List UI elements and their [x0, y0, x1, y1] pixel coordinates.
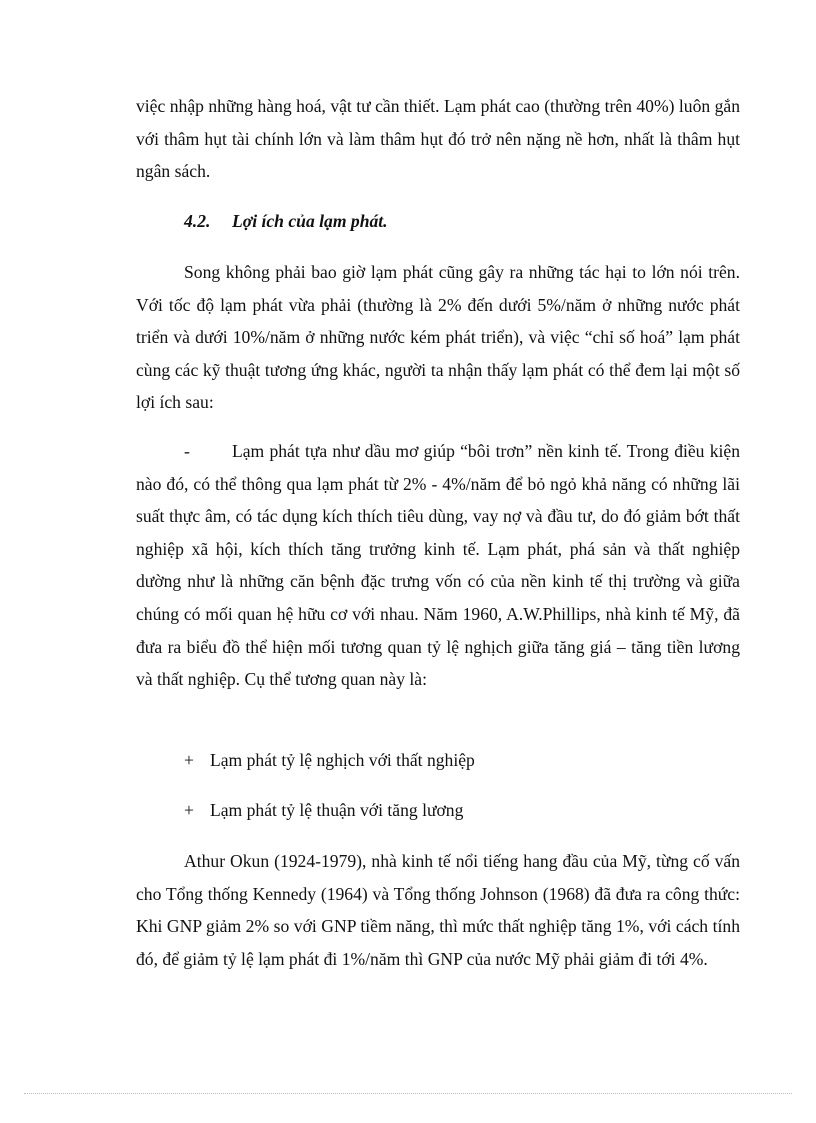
section-heading [184, 211, 388, 232]
dash-marker: - [184, 441, 190, 461]
paragraph-continuation: việc nhập những hàng hoá, vật tư cần thiết. Lạm phát cao (thường trên 40%) luôn gắn với thâm hụt tài chính lớn và làm thâm hụt đó trở nên nặng nề hơn, nhất là thâm hụt ngân sách. [136, 96, 740, 182]
paragraph-intro-benefits: Song không phải bao giờ lạm phát cũng gây ra những tác hại to lớn nói trên. Với tốc độ lạm phát vừa phải (thường là 2% đến dưới 5%/năm ở những nước phát triển và dưới 10%/năm ở những nước kém phát triển), và việc “chỉ số hoá” lạm phát cùng các kỹ thuật tương ứng khác, người ta nhận thấy lạm phát có thể đem lại một số lợi ích sau: [136, 262, 740, 413]
paragraph-dash-item [136, 435, 740, 696]
footer-divider [24, 1093, 792, 1094]
list-item-text: Lạm phát tỷ lệ nghịch với thất nghiệp [210, 750, 475, 770]
list-item-text: Lạm phát tỷ lệ thuận với tăng lương [210, 800, 464, 820]
section-number: 4.2. [184, 211, 211, 231]
paragraph-okun: Athur Okun (1924-1979), nhà kinh tế nổi tiếng hang đầu của Mỹ, từng cố vấn cho Tổng thống Kennedy (1964) và Tổng thống Johnson (1968) đã đưa ra công thức: Khi GNP giảm 2% so với GNP tiềm năng, thì mức thất nghiệp tăng 1%, với cách tính đó, để giảm tỷ lệ lạm phát đi 1%/năm thì GNP của nước Mỹ phải giảm đi tới 4%. [136, 851, 740, 969]
list-item [184, 800, 463, 821]
section-title: Lợi ích của lạm phát. [232, 211, 388, 231]
dash-item-text: Lạm phát tựa như dầu mơ giúp “bôi trơn” nền kinh tế. Trong điều kiện nào đó, có thể thông qua lạm phát từ 2% - 4%/năm để bỏ ngỏ khả năng có những lãi suất thực âm, có tác dụng kích thích tiêu dùng, vay nợ và đầu tư, do đó giảm bớt thất nghiệp xã hội, kích thích tăng trưởng kinh tế. Lạm phát, phá sản và thất nghiệp dường như là những căn bệnh đặc trưng vốn có của nền kinh tế thị trường và giữa chúng có mối quan hệ hữu cơ với nhau. Năm 1960, A.W.Phillips, nhà kinh tế Mỹ, đã đưa ra biểu đồ thể hiện mối tương quan tỷ lệ nghịch giữa tăng giá – tăng tiền lương và thất nghiệp. Cụ thể tương quan này là: [136, 441, 740, 690]
plus-marker: + [184, 800, 194, 820]
plus-marker: + [184, 750, 194, 770]
list-item [184, 750, 475, 771]
